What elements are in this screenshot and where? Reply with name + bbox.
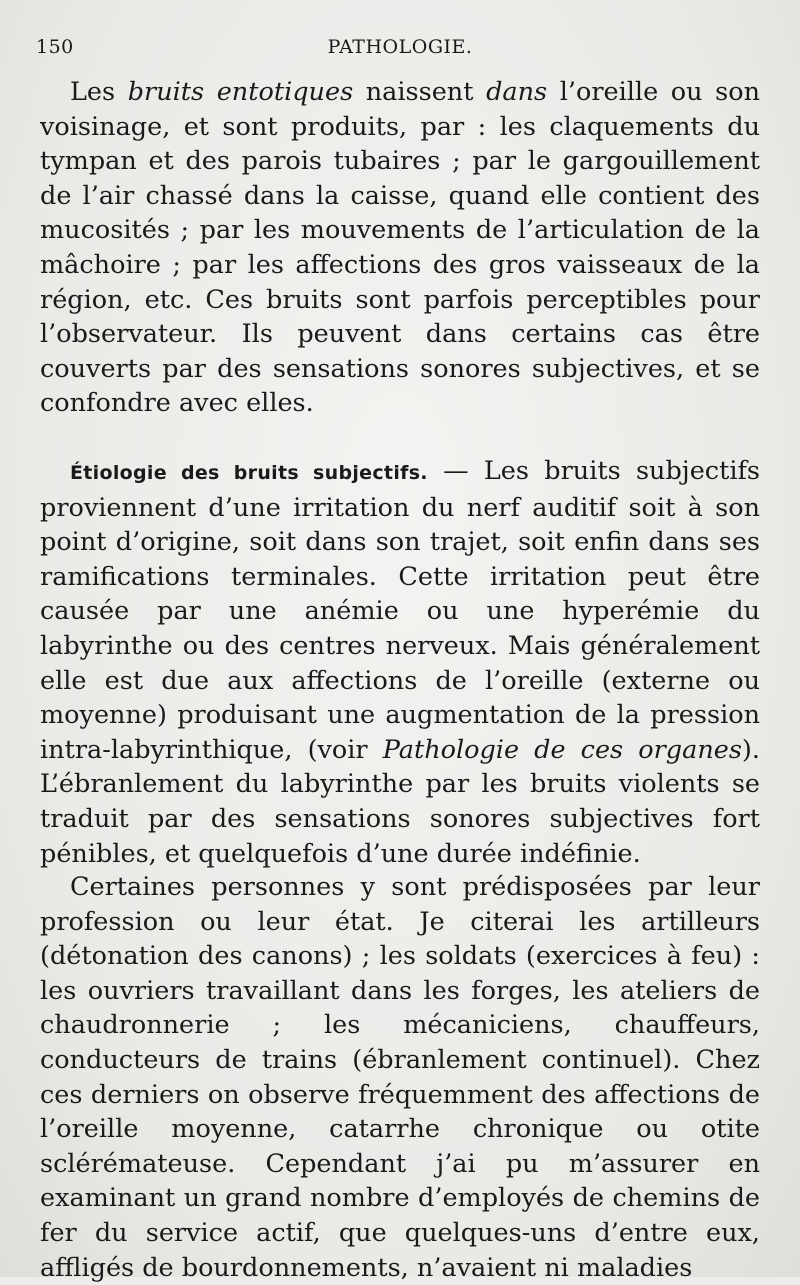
italic-term: dans: [486, 77, 548, 107]
paragraph-predisposition: [40, 870, 760, 1285]
running-title: PATHOLOGIE.: [327, 36, 473, 58]
italic-reference: Pathologie de ces organes: [382, 734, 742, 765]
paragraph-bruits-entotiques: [40, 75, 760, 421]
text-run: ). L’ébranlement du labyrinthe par les bruits violents se traduit par des sensations sonores subjectives fort pénibles, et quelquefois d’une durée indéfinie.: [40, 734, 760, 869]
paragraph-etiologie: [40, 454, 760, 871]
text-run: l’oreille ou son voisinage, et sont produits, par : les claquements du tympan et des parois tubaires ; par le gargouillement de l’air chassé dans la caisse, quand elle contient des mucosités ; par les mouvements de l’articulation de la mâchoire ; par les affections des gros vaisseaux de la région, etc. Ces bruits sont parfois perceptibles pour l’observateur. Ils peuvent dans certains cas être couverts par des sensations sonores subjectives, et se confondre avec elles.: [40, 77, 760, 419]
text-run: — Les bruits subjectifs proviennent d’une irritation du nerf auditif soit à son point d’origine, soit dans son trajet, soit enfin dans ses ramifications terminales. Cette irritation peut être causée par une anémie ou une hyperémie du labyrinthe ou des centres nerveux. Mais généralement elle est due aux affections de l’oreille (externe ou moyenne) produisant une augmentation de la pression intra-labyrinthique, (voir: [40, 456, 760, 765]
text-run: Les: [70, 77, 128, 107]
text-run: naissent: [353, 77, 487, 107]
text-run: Certaines personnes y sont prédisposées par leur profession ou leur état. Je citerai les artilleurs (détonation des canons) ; les soldats (exercices à feu) : les ouvriers travaillant dans les forges, les ateliers de chaudronnerie ; les mécaniciens, chauffeurs, conducteurs de trains (ébranlement continuel). Chez ces derniers on observe fréquemment des affections de l’oreille moyenne, catarrhe chronique ou otite sclérémateuse. Cependant j’ai pu m’assurer en examinant un grand nombre d’employés de chemins de fer du service actif, que quelques-uns d’entre eux, affligés de bourdonnements, n’avaient ni maladies: [40, 872, 760, 1283]
italic-term: bruits entotiques: [127, 77, 354, 107]
page-number: 150: [36, 36, 74, 58]
section-heading: Étiologie des bruits subjectifs.: [70, 462, 428, 484]
page-header: [36, 36, 764, 60]
